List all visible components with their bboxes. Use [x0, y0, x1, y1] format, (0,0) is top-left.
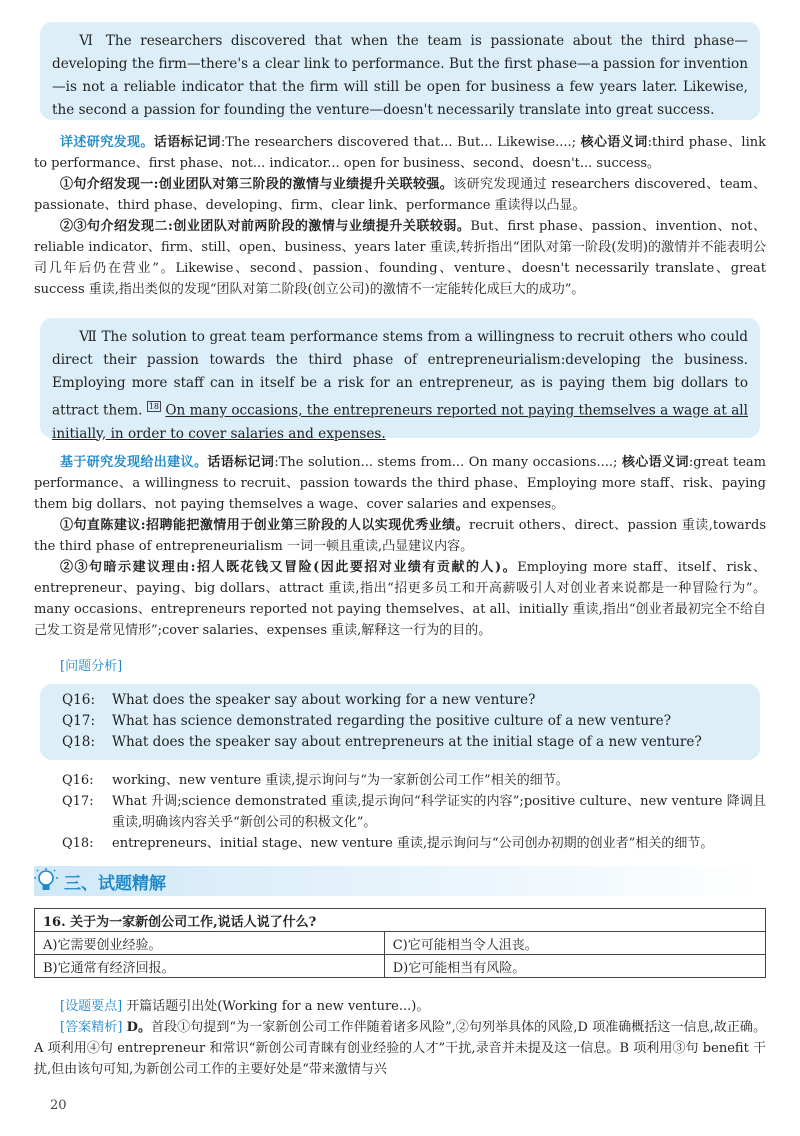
passage-vii: Ⅶ The solution to great team performance stems from a willingness to recruit others who could direct their passion towards the third phase of entrepreneurialism:developing the business. Employing more staff can in itself be a risk for an entrepreneur, as is paying them big dollars to attract them. $^{18}$ On many occasions, the entrepreneurs reported not paying themselves a wage at all initially, in order to cover salaries and expenses.: [52, 329, 748, 442]
option-a: A)它需要创业经验。: [35, 932, 385, 955]
answer-item: Q16: working、new venture 重读,提示询问与“为一家新创公司工作”相关的细节。: [62, 773, 569, 788]
answer-explanation: [设题要点] 开篇话题引出处(Working for a new venture...)。 [答案精析] D。首段①句提到“为一家新创公司工作伴随着诸多风险”,②句列举具体的风险,D 项准确概括这一信息,故正确。A 项利用④句 entrepreneur 和常识“新创公司青睐有创业经验的人才”干扰,录音并未提及这一信息。B 项利用③句 benefit 干扰,但由该句可知,为新创公司工作的主要好处是“带来激情与兴: [34, 999, 766, 1077]
section-title: 三、试题精解: [64, 873, 166, 894]
question-stem: 16. 关于为一家新创公司工作,说话人说了什么?: [35, 909, 766, 932]
analysis-vi: 详述研究发现。话语标记词:The researchers discovered that... But... Likewise....; 核心语义词:third phase、link to performance、first phase、not... indicator... open for business、second、doesn't... success。 ①句介绍发现一:创业团队对第三阶段的激情与业绩提升关联较强。该研究发现通过 researchers discovered、team、passionate、third phase、developing、firm、clear link、performance 重读得以凸显。 ②③句介绍发现二:创业团队对前两阶段的激情与业绩提升关联较弱。But、first phase、passion、invention、not、reliable indicator、firm、still、open、business、years later 重读,转折指出“团队对第一阶段(发明)的激情并不能表明公司几年后仍在营业”。Likewise、second、passion、founding、venture、doesn't necessarily translate、great success 重读,指出类似的发现“团队对第二阶段(创立公司)的激情不一定能转化成巨大的成功”。: [34, 135, 766, 297]
passage-box-vii: [40, 318, 760, 442]
question-item: Q18: What does the speaker say about entrepreneurs at the initial stage of a new venture?: [62, 734, 702, 750]
question-item: Q17: What has science demonstrated regarding the positive culture of a new venture?: [62, 713, 672, 729]
lightbulb-icon: [34, 868, 58, 894]
option-b: B)它通常有经济回报。: [35, 955, 385, 978]
answer-item: Q17: What 升调;science demonstrated 重读,提示询问“科学证实的内容”;positive culture、new venture 降调且重读,明确该内容关乎“新创公司的积极文化”。: [62, 794, 766, 830]
question-analysis-heading: [问题分析]: [60, 659, 123, 674]
option-c: C)它可能相当令人沮丧。: [384, 932, 765, 955]
question-answers: [62, 770, 766, 854]
passage-box-vi: [40, 22, 760, 120]
questions-box: [40, 684, 760, 760]
question-marker: 18: [148, 402, 160, 411]
paragraph-number: Ⅵ: [79, 33, 98, 49]
question-16-table: [34, 908, 766, 978]
passage-vi: Ⅵ The researchers discovered that when the team is passionate about the third phase—developing the firm—there's a clear link to performance. But the first phase—a passion for invention—is not a reliable indicator that the firm will still be open for business a few years later. Likewise, the second a passion for founding the venture—doesn't necessarily translate into great success.: [52, 33, 748, 118]
question-item: Q16: What does the speaker say about working for a new venture?: [62, 692, 536, 708]
analysis-vii: 基于研究发现给出建议。话语标记词:The solution... stems from... On many occasions....; 核心语义词:great team performance、a willingness to recruit、passion towards the third phase、Employing more staff、risk、paying them big dollars、not paying themselves a wage、cover salaries and expenses。 ①句直陈建议:招聘能把激情用于创业第三阶段的人以实现优秀业绩。recruit others、direct、passion 重读,towards the third phase of entrepreneurialism 一词一顿且重读,凸显建议内容。 ②③句暗示建议理由:招人既花钱又冒险(因此要招对业绩有贡献的人)。Employing more staff、itself、risk、entrepreneur、paying、big dollars、attract 重读,指出“招更多员工和开高薪吸引人对创业者来说都是一种冒险行为”。many occasions、entrepreneurs reported not paying themselves、at all、initially 重读,指出“创业者最初完全不给自己发工资是常见情形”;cover salaries、expenses 重读,解释这一行为的目的。: [34, 455, 766, 638]
page-number: 20: [50, 1098, 67, 1113]
paragraph-number: Ⅶ: [79, 329, 97, 345]
underlined-sentence: On many occasions, the entrepreneurs reported not paying themselves a wage at all initially, in order to cover salaries and expenses.: [52, 402, 748, 442]
option-d: D)它可能相当有风险。: [384, 955, 765, 978]
answer-item: Q18: entrepreneurs、initial stage、new venture 重读,提示询问与“公司创办初期的创业者”相关的细节。: [62, 836, 714, 851]
section-title-bar: [34, 866, 766, 896]
